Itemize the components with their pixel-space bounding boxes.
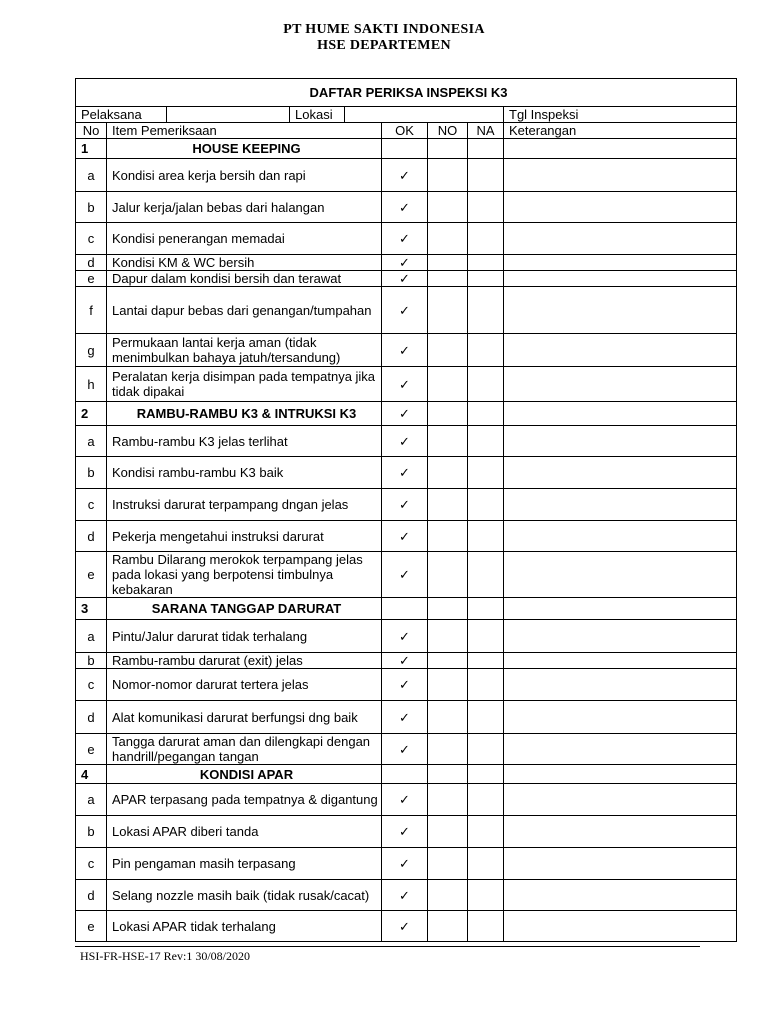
item-text: Jalur kerja/jalan bebas dari halangan	[107, 192, 382, 223]
item-row	[76, 223, 737, 255]
keterangan-cell[interactable]	[504, 701, 737, 734]
check-icon: ✓	[399, 255, 410, 270]
na-cell[interactable]	[468, 552, 504, 598]
item-row	[76, 620, 737, 653]
lokasi-field[interactable]	[345, 107, 504, 123]
item-row	[76, 669, 737, 701]
col-header-item: Item Pemeriksaan	[107, 123, 382, 139]
item-row	[76, 159, 737, 192]
na-cell[interactable]	[468, 223, 504, 255]
item-text: Lokasi APAR diberi tanda	[107, 816, 382, 848]
item-text: Nomor-nomor darurat tertera jelas	[107, 669, 382, 701]
keterangan-cell[interactable]	[504, 784, 737, 816]
item-letter: b	[76, 653, 107, 669]
section-number: 4	[76, 765, 107, 784]
item-row	[76, 848, 737, 880]
item-row	[76, 880, 737, 911]
department-name: HSE DEPARTEMEN	[317, 38, 451, 53]
na-cell[interactable]	[468, 765, 504, 784]
item-letter: d	[76, 255, 107, 271]
item-letter: a	[76, 426, 107, 457]
item-text: Dapur dalam kondisi bersih dan terawat	[107, 271, 382, 287]
no-cell[interactable]	[428, 880, 468, 911]
item-letter: c	[76, 223, 107, 255]
keterangan-cell[interactable]	[504, 552, 737, 598]
col-header-no: No	[76, 123, 107, 139]
item-text: Pintu/Jalur darurat tidak terhalang	[107, 620, 382, 653]
na-cell[interactable]	[468, 701, 504, 734]
check-icon: ✓	[399, 792, 410, 807]
na-cell[interactable]	[468, 911, 504, 942]
keterangan-cell[interactable]	[504, 334, 737, 367]
item-letter: c	[76, 489, 107, 521]
keterangan-cell[interactable]	[504, 192, 737, 223]
no-cell[interactable]	[428, 287, 468, 334]
item-text: Instruksi darurat terpampang dngan jelas	[107, 489, 382, 521]
check-icon: ✓	[399, 677, 410, 692]
item-row	[76, 489, 737, 521]
no-cell[interactable]	[428, 489, 468, 521]
ok-cell[interactable]	[382, 816, 428, 848]
na-cell[interactable]	[468, 521, 504, 552]
ok-cell[interactable]	[382, 552, 428, 598]
section-number: 2	[76, 402, 107, 426]
check-icon: ✓	[399, 167, 410, 183]
no-cell[interactable]	[428, 734, 468, 765]
keterangan-cell[interactable]	[504, 653, 737, 669]
no-cell[interactable]	[428, 521, 468, 552]
na-cell[interactable]	[468, 653, 504, 669]
check-icon: ✓	[399, 918, 410, 934]
check-icon: ✓	[399, 824, 410, 839]
check-icon: ✓	[399, 856, 410, 871]
company-name: PT HUME SAKTI INDONESIA	[283, 22, 485, 37]
item-text: Pekerja mengetahui instruksi darurat	[107, 521, 382, 552]
na-cell[interactable]	[468, 426, 504, 457]
ok-cell[interactable]	[382, 521, 428, 552]
section-title: HOUSE KEEPING	[107, 139, 382, 159]
ok-cell[interactable]	[382, 192, 428, 223]
item-row	[76, 271, 737, 287]
na-cell[interactable]	[468, 255, 504, 271]
item-row	[76, 426, 737, 457]
item-text: Peralatan kerja disimpan pada tempatnya jika tidak dipakai	[107, 367, 382, 402]
item-letter: e	[76, 552, 107, 598]
no-cell[interactable]	[428, 669, 468, 701]
keterangan-cell[interactable]	[504, 426, 737, 457]
pelaksana-field[interactable]	[167, 107, 290, 123]
ok-cell[interactable]	[382, 367, 428, 402]
keterangan-cell[interactable]	[504, 159, 737, 192]
item-row	[76, 701, 737, 734]
ok-cell[interactable]	[382, 426, 428, 457]
ok-cell[interactable]	[382, 620, 428, 653]
keterangan-cell[interactable]	[504, 402, 737, 426]
lokasi-label: Lokasi	[290, 107, 345, 123]
pelaksana-label: Pelaksana	[76, 107, 167, 123]
ok-cell[interactable]	[382, 287, 428, 334]
ok-cell[interactable]	[382, 701, 428, 734]
ok-cell[interactable]	[382, 765, 428, 784]
keterangan-cell[interactable]	[504, 457, 737, 489]
check-icon: ✓	[399, 271, 410, 286]
no-cell[interactable]	[428, 620, 468, 653]
ok-cell[interactable]	[382, 255, 428, 271]
keterangan-cell[interactable]	[504, 255, 737, 271]
ok-cell[interactable]	[382, 880, 428, 911]
item-letter: f	[76, 287, 107, 334]
check-icon: ✓	[399, 231, 410, 246]
section-number: 1	[76, 139, 107, 159]
item-text: Pin pengaman masih terpasang	[107, 848, 382, 880]
item-row	[76, 653, 737, 669]
item-text: Alat komunikasi darurat berfungsi dng baik	[107, 701, 382, 734]
item-letter: e	[76, 911, 107, 942]
na-cell[interactable]	[468, 402, 504, 426]
check-icon: ✓	[399, 709, 410, 725]
na-cell[interactable]	[468, 334, 504, 367]
item-text: Kondisi area kerja bersih dan rapi	[107, 159, 382, 192]
no-cell[interactable]	[428, 598, 468, 620]
item-row	[76, 334, 737, 367]
check-icon: ✓	[399, 741, 410, 757]
item-text: Rambu-rambu K3 jelas terlihat	[107, 426, 382, 457]
item-row	[76, 734, 737, 765]
no-cell[interactable]	[428, 848, 468, 880]
ok-cell[interactable]	[382, 734, 428, 765]
item-text: Kondisi rambu-rambu K3 baik	[107, 457, 382, 489]
tgl-inspeksi-cell[interactable]	[504, 107, 737, 123]
item-row	[76, 192, 737, 223]
check-icon: ✓	[399, 406, 410, 421]
ok-cell[interactable]	[382, 784, 428, 816]
no-cell[interactable]	[428, 271, 468, 287]
col-header-no-status: NO	[428, 123, 468, 139]
na-cell[interactable]	[468, 159, 504, 192]
item-letter: d	[76, 701, 107, 734]
item-row	[76, 367, 737, 402]
ok-cell[interactable]	[382, 271, 428, 287]
no-cell[interactable]	[428, 765, 468, 784]
no-cell[interactable]	[428, 552, 468, 598]
no-cell[interactable]	[428, 784, 468, 816]
ok-cell[interactable]	[382, 489, 428, 521]
item-letter: b	[76, 816, 107, 848]
no-cell[interactable]	[428, 223, 468, 255]
no-cell[interactable]	[428, 139, 468, 159]
na-cell[interactable]	[468, 367, 504, 402]
no-cell[interactable]	[428, 255, 468, 271]
check-icon: ✓	[399, 887, 410, 903]
item-letter: c	[76, 669, 107, 701]
check-icon: ✓	[399, 465, 410, 480]
ok-cell[interactable]	[382, 653, 428, 669]
na-cell[interactable]	[468, 620, 504, 653]
ok-cell[interactable]	[382, 402, 428, 426]
keterangan-cell[interactable]	[504, 816, 737, 848]
na-cell[interactable]	[468, 192, 504, 223]
na-cell[interactable]	[468, 271, 504, 287]
keterangan-cell[interactable]	[504, 489, 737, 521]
item-row	[76, 816, 737, 848]
item-text: APAR terpasang pada tempatnya & digantung	[107, 784, 382, 816]
no-cell[interactable]	[428, 334, 468, 367]
section-row	[76, 402, 737, 426]
item-letter: b	[76, 457, 107, 489]
check-icon: ✓	[399, 376, 410, 392]
section-row	[76, 598, 737, 620]
ok-cell[interactable]	[382, 139, 428, 159]
item-text: Tangga darurat aman dan dilengkapi dengan handrill/pegangan tangan	[107, 734, 382, 765]
item-letter: a	[76, 159, 107, 192]
no-cell[interactable]	[428, 192, 468, 223]
keterangan-cell[interactable]	[504, 271, 737, 287]
keterangan-cell[interactable]	[504, 620, 737, 653]
check-icon: ✓	[399, 628, 410, 644]
no-cell[interactable]	[428, 911, 468, 942]
ok-cell[interactable]	[382, 159, 428, 192]
na-cell[interactable]	[468, 139, 504, 159]
check-icon: ✓	[399, 497, 410, 512]
section-row	[76, 139, 737, 159]
item-text: Rambu-rambu darurat (exit) jelas	[107, 653, 382, 669]
na-cell[interactable]	[468, 489, 504, 521]
no-cell[interactable]	[428, 159, 468, 192]
item-row	[76, 911, 737, 942]
check-icon: ✓	[399, 653, 410, 668]
item-text: Selang nozzle masih baik (tidak rusak/cacat)	[107, 880, 382, 911]
ok-cell[interactable]	[382, 848, 428, 880]
section-title: RAMBU-RAMBU K3 & INTRUKSI K3	[107, 402, 382, 426]
keterangan-cell[interactable]	[504, 521, 737, 552]
item-row	[76, 457, 737, 489]
item-letter: a	[76, 784, 107, 816]
no-cell[interactable]	[428, 457, 468, 489]
na-cell[interactable]	[468, 880, 504, 911]
na-cell[interactable]	[468, 816, 504, 848]
item-row	[76, 784, 737, 816]
item-text: Kondisi KM & WC bersih	[107, 255, 382, 271]
item-row	[76, 552, 737, 598]
no-cell[interactable]	[428, 367, 468, 402]
section-number: 3	[76, 598, 107, 620]
ok-cell[interactable]	[382, 223, 428, 255]
item-text: Permukaan lantai kerja aman (tidak menimbulkan bahaya jatuh/tersandung)	[107, 334, 382, 367]
na-cell[interactable]	[468, 669, 504, 701]
na-cell[interactable]	[468, 848, 504, 880]
inspection-form-table	[75, 78, 737, 942]
item-text: Rambu Dilarang merokok terpampang jelas pada lokasi yang berpotensi timbulnya kebakaran	[107, 552, 382, 598]
keterangan-cell[interactable]	[504, 139, 737, 159]
item-letter: a	[76, 620, 107, 653]
item-text: Lokasi APAR tidak terhalang	[107, 911, 382, 942]
check-icon: ✓	[399, 433, 410, 449]
item-letter: b	[76, 192, 107, 223]
no-cell[interactable]	[428, 701, 468, 734]
col-header-na: NA	[468, 123, 504, 139]
item-text: Lantai dapur bebas dari genangan/tumpahan	[107, 287, 382, 334]
form-title: DAFTAR PERIKSA INSPEKSI K3	[76, 79, 737, 107]
item-letter: d	[76, 880, 107, 911]
no-cell[interactable]	[428, 653, 468, 669]
keterangan-cell[interactable]	[504, 765, 737, 784]
keterangan-cell[interactable]	[504, 911, 737, 942]
check-icon: ✓	[399, 528, 410, 544]
ok-cell[interactable]	[382, 669, 428, 701]
keterangan-cell[interactable]	[504, 367, 737, 402]
item-text: Kondisi penerangan memadai	[107, 223, 382, 255]
ok-cell[interactable]	[382, 911, 428, 942]
item-letter: e	[76, 271, 107, 287]
item-letter: d	[76, 521, 107, 552]
ok-cell[interactable]	[382, 457, 428, 489]
item-letter: h	[76, 367, 107, 402]
check-icon: ✓	[399, 199, 410, 215]
ok-cell[interactable]	[382, 598, 428, 620]
check-icon: ✓	[399, 567, 410, 582]
keterangan-cell[interactable]	[504, 598, 737, 620]
no-cell[interactable]	[428, 816, 468, 848]
keterangan-cell[interactable]	[504, 848, 737, 880]
item-letter: e	[76, 734, 107, 765]
item-letter: g	[76, 334, 107, 367]
na-cell[interactable]	[468, 734, 504, 765]
section-row	[76, 765, 737, 784]
tgl-inspeksi-label: Tgl Inspeksi	[509, 107, 579, 122]
ok-cell[interactable]	[382, 334, 428, 367]
keterangan-cell[interactable]	[504, 734, 737, 765]
no-cell[interactable]	[428, 426, 468, 457]
keterangan-cell[interactable]	[504, 669, 737, 701]
footer-rule	[75, 946, 700, 947]
item-row	[76, 521, 737, 552]
form-code-footer: HSI-FR-HSE-17 Rev:1 30/08/2020	[80, 949, 251, 963]
na-cell[interactable]	[468, 457, 504, 489]
na-cell[interactable]	[468, 784, 504, 816]
check-icon: ✓	[399, 342, 410, 358]
item-row	[76, 287, 737, 334]
check-icon: ✓	[399, 302, 410, 318]
na-cell[interactable]	[468, 287, 504, 334]
keterangan-cell[interactable]	[504, 287, 737, 334]
no-cell[interactable]	[428, 402, 468, 426]
keterangan-cell[interactable]	[504, 223, 737, 255]
item-row	[76, 255, 737, 271]
item-letter: c	[76, 848, 107, 880]
col-header-ok: OK	[382, 123, 428, 139]
col-header-keterangan: Keterangan	[504, 123, 737, 139]
section-title: KONDISI APAR	[107, 765, 382, 784]
na-cell[interactable]	[468, 598, 504, 620]
keterangan-cell[interactable]	[504, 880, 737, 911]
section-title: SARANA TANGGAP DARURAT	[107, 598, 382, 620]
